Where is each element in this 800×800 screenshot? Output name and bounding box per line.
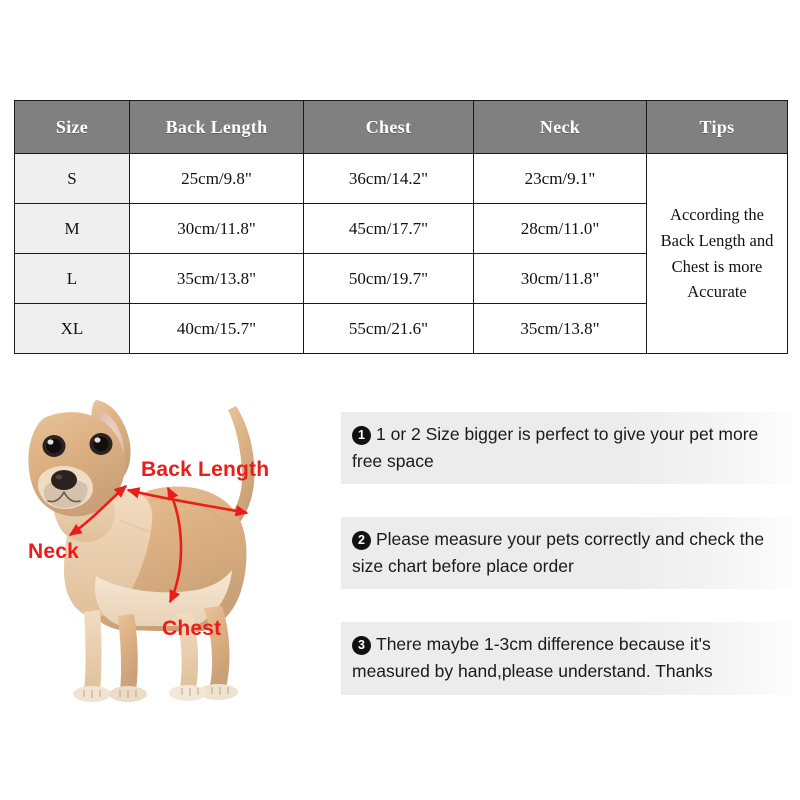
label-chest: Chest [162,617,222,640]
column-header-chest: Chest [304,101,474,154]
cell-neck-m: 28cm/11.0" [474,204,647,254]
notes-list [341,412,793,695]
cell-neck-s: 23cm/9.1" [474,154,647,204]
cell-back-length-m: 30cm/11.8" [130,204,304,254]
size-chart-table [14,100,788,354]
cell-back-length-s: 25cm/9.8" [130,154,304,204]
note-number-icon: 3 [352,636,371,655]
note-text-1: 1 or 2 Size bigger is perfect to give your pet more free space [352,424,759,471]
column-header-size: Size [15,101,130,154]
column-header-tips: Tips [647,101,788,154]
cell-tips: According the Back Length and Chest is more Accurate [647,154,788,354]
note-number-icon: 1 [352,426,371,445]
label-back-length: Back Length [141,458,270,481]
cell-chest-s: 36cm/14.2" [304,154,474,204]
cell-chest-xl: 55cm/21.6" [304,304,474,354]
cell-back-length-l: 35cm/13.8" [130,254,304,304]
table-row [15,154,788,204]
size-chart-table-container [14,100,787,354]
note-text-2: Please measure your pets correctly and check the size chart before place order [352,529,765,576]
column-header-neck: Neck [474,101,647,154]
note-number-icon: 2 [352,531,371,550]
cell-neck-l: 30cm/11.8" [474,254,647,304]
cell-size-xl: XL [15,304,130,354]
cell-back-length-xl: 40cm/15.7" [130,304,304,354]
column-header-back-length: Back Length [130,101,304,154]
note-text-3: There maybe 1-3cm difference because it's measured by hand,please understand. Thanks [352,634,713,681]
note-item-1 [341,412,793,484]
cell-size-s: S [15,154,130,204]
note-item-3 [341,622,793,694]
cell-chest-l: 50cm/19.7" [304,254,474,304]
cell-chest-m: 45cm/17.7" [304,204,474,254]
table-header-row [15,101,788,154]
cell-size-m: M [15,204,130,254]
note-item-2 [341,517,793,589]
cell-size-l: L [15,254,130,304]
label-neck: Neck [28,540,80,563]
cell-neck-xl: 35cm/13.8" [474,304,647,354]
